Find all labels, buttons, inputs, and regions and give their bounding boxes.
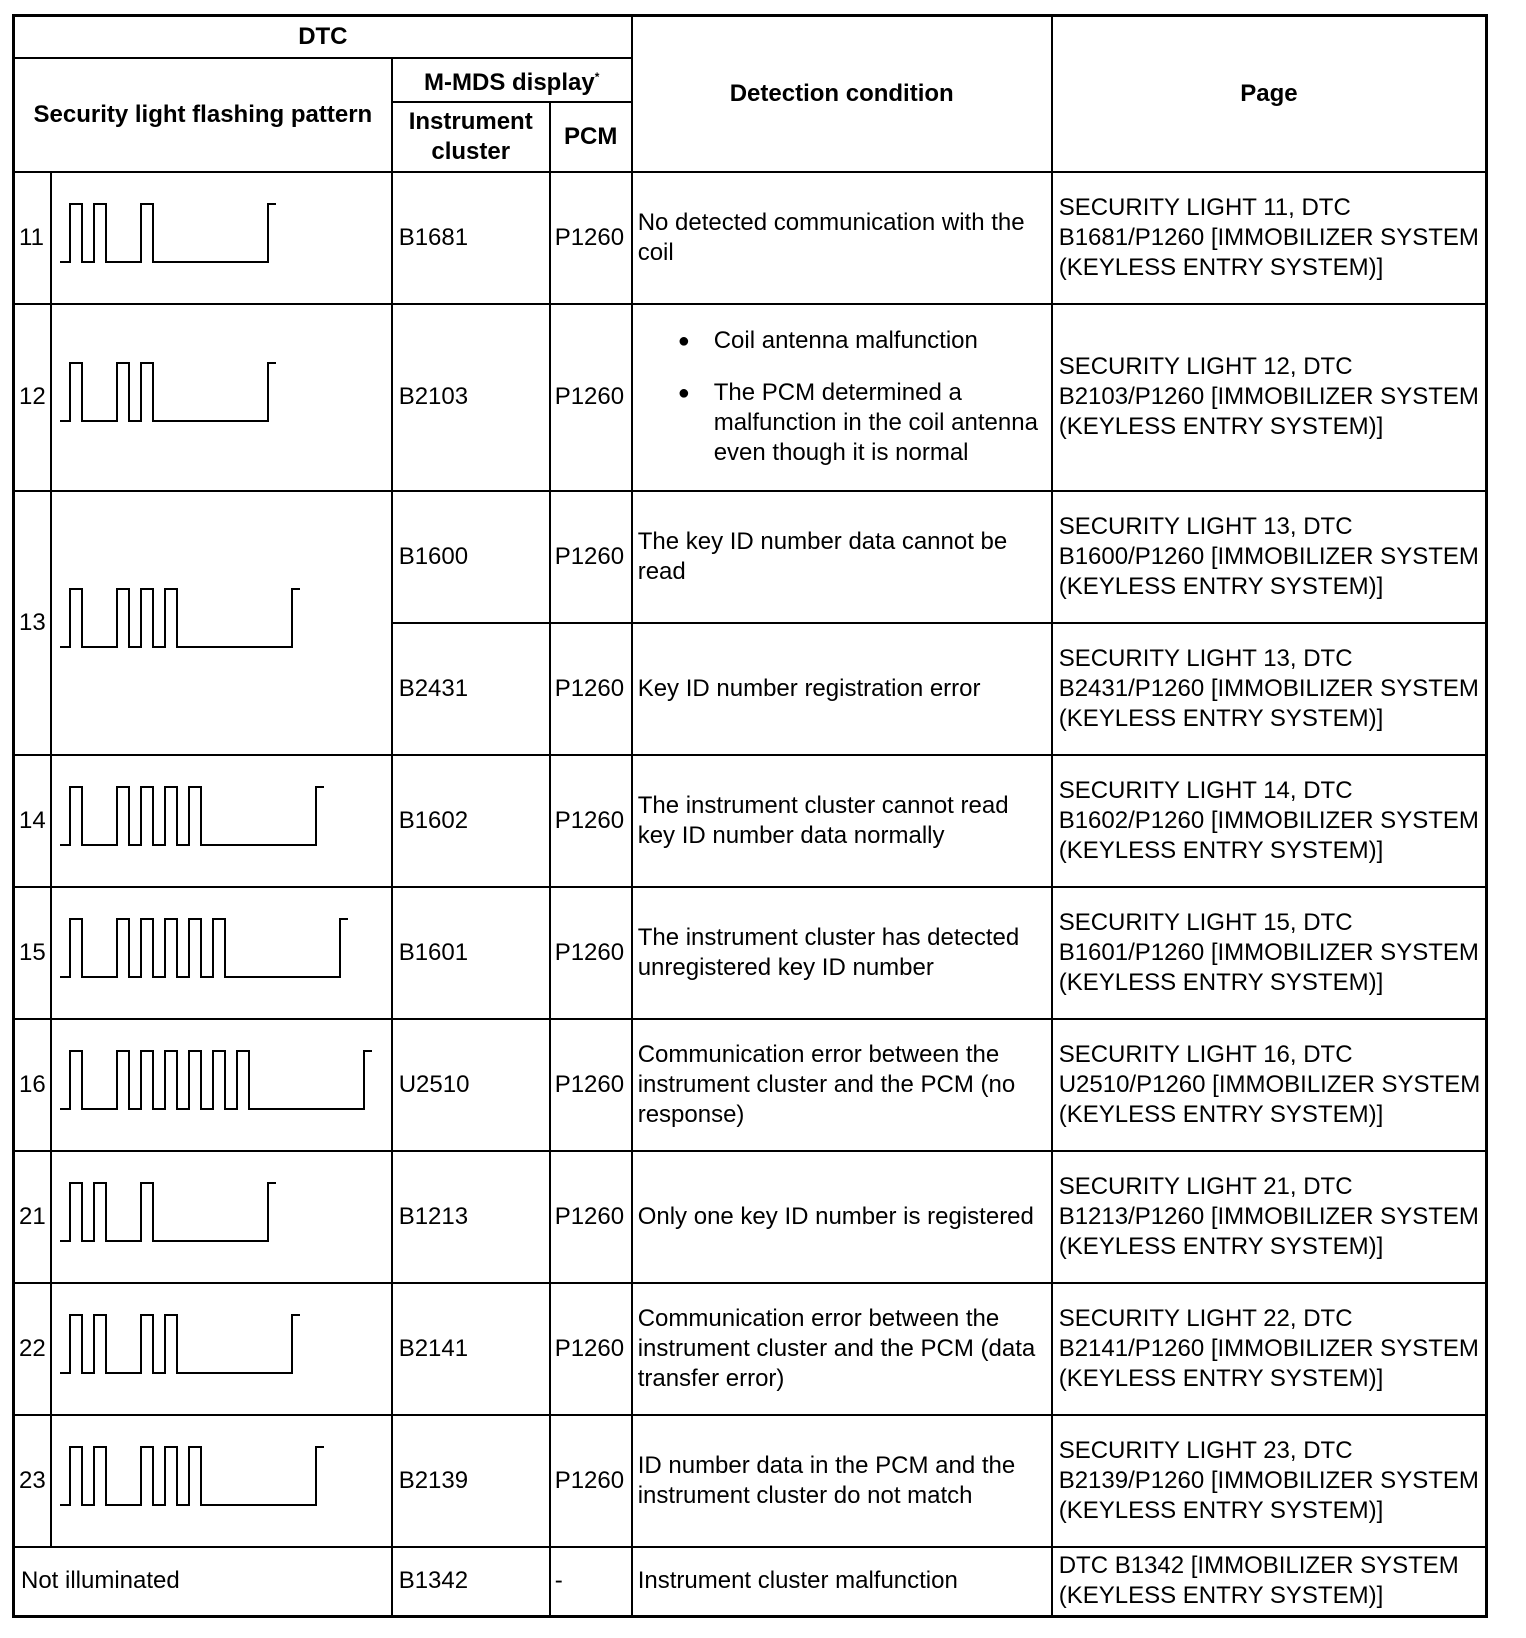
detection-condition: ID number data in the PCM and the instrument cluster do not match [632,1415,1052,1547]
cluster-code: B1342 [392,1547,550,1617]
page-reference: SECURITY LIGHT 11, DTC B1681/P1260 [IMMOBILIZER SYSTEM (KEYLESS ENTRY SYSTEM)] [1052,172,1487,304]
cluster-code: B1681 [392,172,550,304]
table-row [14,1151,1487,1283]
pcm-code: - [550,1547,632,1617]
header-page: Page [1052,16,1487,172]
table-row [14,1415,1487,1547]
header-flashing-pattern: Security light flashing pattern [14,58,392,172]
pattern-number: 21 [14,1151,51,1283]
waveform-line [60,1183,276,1241]
flash-pattern-waveform [56,194,386,274]
cluster-code: B2431 [392,623,550,755]
flash-pattern-waveform [56,1173,386,1253]
waveform-line [60,1051,372,1109]
table-row [14,304,1487,491]
pattern-number: 15 [14,887,51,1019]
detection-condition: Instrument cluster malfunction [632,1547,1052,1617]
waveform-line [60,919,348,977]
flash-pattern-waveform [56,777,386,857]
waveform-line [60,589,300,647]
flash-pattern [51,172,392,304]
flash-pattern [51,491,392,755]
pcm-code: P1260 [550,304,632,491]
cluster-code: U2510 [392,1019,550,1151]
page-reference: SECURITY LIGHT 13, DTC B2431/P1260 [IMMOBILIZER SYSTEM (KEYLESS ENTRY SYSTEM)] [1052,623,1487,755]
flash-pattern [51,304,392,491]
header-instrument-cluster: Instrument cluster [392,102,550,172]
pattern-number: 16 [14,1019,51,1151]
footnote-mark: * [594,69,600,84]
pcm-code: P1260 [550,1415,632,1547]
header-pcm: PCM [550,102,632,172]
waveform-line [60,204,276,262]
page-reference: SECURITY LIGHT 13, DTC B1600/P1260 [IMMOBILIZER SYSTEM (KEYLESS ENTRY SYSTEM)] [1052,491,1487,623]
condition-list-item: ● The PCM determined a malfunction in the coil antenna even though it is normal [638,378,1047,468]
pcm-code: P1260 [550,755,632,887]
page-reference: SECURITY LIGHT 14, DTC B1602/P1260 [IMMOBILIZER SYSTEM (KEYLESS ENTRY SYSTEM)] [1052,755,1487,887]
pcm-code: P1260 [550,887,632,1019]
cluster-code: B1600 [392,491,550,623]
flash-pattern [51,1415,392,1547]
flash-pattern [51,755,392,887]
flash-pattern-waveform [56,353,386,433]
page-reference: SECURITY LIGHT 16, DTC U2510/P1260 [IMMOBILIZER SYSTEM (KEYLESS ENTRY SYSTEM)] [1052,1019,1487,1151]
flash-pattern-label: Not illuminated [14,1547,392,1617]
detection-condition: The instrument cluster has detected unregistered key ID number [632,887,1052,1019]
cluster-code: B2139 [392,1415,550,1547]
detection-condition: The instrument cluster cannot read key ID number data normally [632,755,1052,887]
table-row [14,887,1487,1019]
flash-pattern [51,1283,392,1415]
pcm-code: P1260 [550,1019,632,1151]
flash-pattern-waveform [56,1041,386,1121]
cluster-code: B2103 [392,304,550,491]
detection-condition: No detected communication with the coil [632,172,1052,304]
flash-pattern-waveform [56,1305,386,1385]
flash-pattern [51,1151,392,1283]
flash-pattern-waveform [56,579,386,659]
cluster-code: B1602 [392,755,550,887]
page-reference: SECURITY LIGHT 21, DTC B1213/P1260 [IMMOBILIZER SYSTEM (KEYLESS ENTRY SYSTEM)] [1052,1151,1487,1283]
cluster-code: B2141 [392,1283,550,1415]
header-detection-condition: Detection condition [632,16,1052,172]
flash-pattern-waveform [56,1437,386,1517]
pcm-code: P1260 [550,172,632,304]
flash-pattern [51,887,392,1019]
table-row [14,1019,1487,1151]
detection-condition: Key ID number registration error [632,623,1052,755]
header-mmds-display: M-MDS display* [392,58,632,102]
page-reference: SECURITY LIGHT 22, DTC B2141/P1260 [IMMOBILIZER SYSTEM (KEYLESS ENTRY SYSTEM)] [1052,1283,1487,1415]
cluster-code: B1213 [392,1151,550,1283]
pcm-code: P1260 [550,623,632,755]
pattern-number: 14 [14,755,51,887]
detection-condition: Communication error between the instrument cluster and the PCM (data transfer error) [632,1283,1052,1415]
pattern-number: 12 [14,304,51,491]
detection-condition [632,304,1052,491]
pcm-code: P1260 [550,1151,632,1283]
page-reference: DTC B1342 [IMMOBILIZER SYSTEM (KEYLESS ENTRY SYSTEM)] [1052,1547,1487,1617]
condition-list [638,326,1047,468]
table-row [14,755,1487,887]
page-reference: SECURITY LIGHT 23, DTC B2139/P1260 [IMMOBILIZER SYSTEM (KEYLESS ENTRY SYSTEM)] [1052,1415,1487,1547]
pattern-number: 22 [14,1283,51,1415]
table-row [14,1547,1487,1617]
table-row [14,491,1487,623]
detection-condition: The key ID number data cannot be read [632,491,1052,623]
page-reference: SECURITY LIGHT 12, DTC B2103/P1260 [IMMOBILIZER SYSTEM (KEYLESS ENTRY SYSTEM)] [1052,304,1487,491]
pattern-number: 23 [14,1415,51,1547]
waveform-line [60,1315,300,1373]
pcm-code: P1260 [550,491,632,623]
waveform-line [60,363,276,421]
condition-list-item: ● Coil antenna malfunction [638,326,1047,356]
cluster-code: B1601 [392,887,550,1019]
header-dtc: DTC [14,16,632,58]
detection-condition: Only one key ID number is registered [632,1151,1052,1283]
waveform-line [60,787,324,845]
flash-pattern [51,1019,392,1151]
pcm-code: P1260 [550,1283,632,1415]
detection-condition: Communication error between the instrument cluster and the PCM (no response) [632,1019,1052,1151]
pattern-number: 13 [14,491,51,755]
waveform-line [60,1447,324,1505]
dtc-table [12,14,1488,1618]
table-row [14,1283,1487,1415]
flash-pattern-waveform [56,909,386,989]
page-reference: SECURITY LIGHT 15, DTC B1601/P1260 [IMMOBILIZER SYSTEM (KEYLESS ENTRY SYSTEM)] [1052,887,1487,1019]
pattern-number: 11 [14,172,51,304]
table-row [14,172,1487,304]
